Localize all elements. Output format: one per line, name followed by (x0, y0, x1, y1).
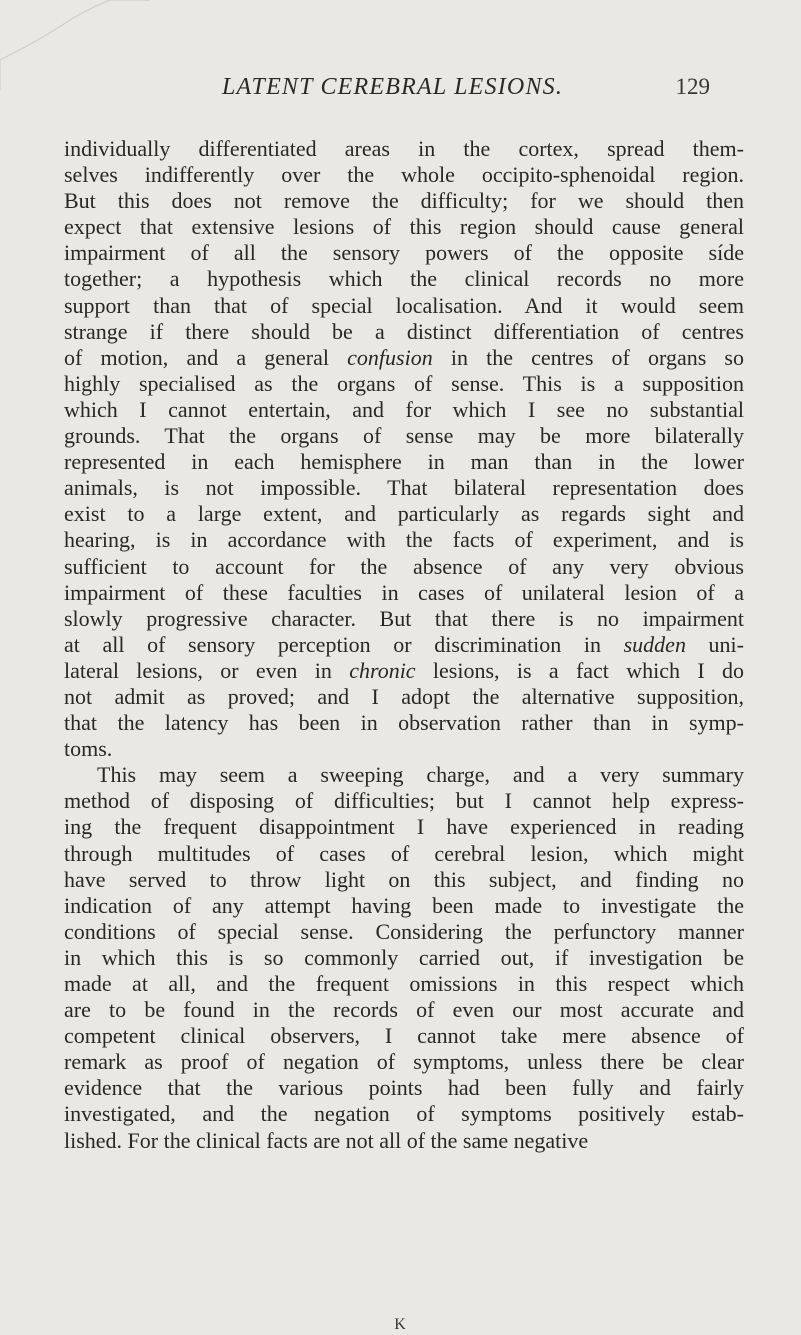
text-segment: through multitudes of cases of cerebral lesion, which might (64, 840, 744, 866)
text-segment: selves indifferently over the whole occipito-sphenoidal region. (64, 162, 744, 188)
running-title: LATENT CEREBRAL LESIONS. (222, 74, 564, 100)
text-line (64, 710, 744, 736)
text-line (64, 501, 744, 527)
signature-mark: K (394, 1316, 407, 1333)
text-line (64, 1049, 744, 1075)
text-line (64, 945, 744, 971)
text-segment: sufficient to account for the absence of any very obvious (64, 553, 744, 579)
text-line (64, 527, 744, 553)
text-line (64, 606, 744, 632)
page-header (0, 74, 801, 114)
text-segment: lesions, is a fact which I do (415, 657, 744, 683)
text-segment: have served to throw light on this subject, and finding no (64, 866, 744, 892)
text-line (64, 762, 744, 788)
text-segment: investigated, and the negation of symptoms positively estab- (64, 1101, 744, 1127)
text-line (64, 449, 744, 475)
text-segment: of motion, and a general (64, 344, 348, 370)
text-line (64, 632, 744, 658)
text-line (64, 893, 744, 919)
text-segment: in the centres of organs so (432, 344, 744, 370)
text-line (64, 684, 744, 710)
text-line (64, 919, 744, 945)
text-line (64, 554, 744, 580)
text-line (64, 475, 744, 501)
text-segment: impairment of these faculties in cases of unilateral lesion of a (64, 579, 744, 605)
text-segment: impairment of all the sensory powers of the opposite síde (64, 240, 744, 266)
text-segment: support than that of special localisation. And it would seem (64, 292, 744, 318)
text-segment: But this does not remove the difficulty; for we should then (64, 188, 744, 214)
text-segment: evidence that the various points had been fully and fairly (64, 1075, 744, 1101)
text-line (64, 162, 744, 188)
text-segment: method of disposing of difficulties; but I cannot help express- (64, 788, 744, 814)
text-line (64, 397, 744, 423)
text-line (64, 371, 744, 397)
text-line (64, 345, 744, 371)
text-segment: that the latency has been in observation rather than in symp- (64, 710, 744, 736)
text-segment: grounds. That the organs of sense may be more bilaterally (64, 423, 744, 449)
text-segment: made at all, and the frequent omissions in this respect which (64, 971, 744, 996)
text-segment: not admit as proved; and I adopt the alternative supposition, (64, 683, 744, 709)
text-segment: expect that extensive lesions of this region should cause general (64, 214, 744, 240)
italic-emphasis: chronic (349, 657, 416, 683)
text-line (64, 240, 744, 266)
text-segment: which I cannot entertain, and for which I see no substantial (64, 396, 744, 422)
text-line (64, 266, 744, 292)
text-segment: hearing, is in accordance with the facts of experiment, and is (64, 527, 744, 553)
text-segment: together; a hypothesis which the clinical records no more (64, 266, 744, 292)
text-segment: uni- (685, 631, 744, 657)
text-line (64, 814, 744, 840)
text-segment: lished. For the clinical facts are not all of the same negative (64, 1127, 589, 1153)
italic-emphasis: sudden (623, 631, 686, 657)
text-segment: ing the frequent disappointment I have experienced in reading (64, 814, 744, 840)
text-line (64, 319, 744, 345)
text-line (64, 788, 744, 814)
text-segment: indication of any attempt having been made to investigate the (64, 892, 744, 918)
text-segment: highly specialised as the organs of sense. This is a supposition (64, 370, 744, 396)
text-line (64, 736, 744, 762)
text-line (64, 867, 744, 893)
body-text (64, 136, 744, 1154)
text-line (64, 423, 744, 449)
text-segment: animals, is not impossible. That bilateral representation does (64, 475, 744, 501)
text-segment: exist to a large extent, and particularly as regards sight and (64, 501, 744, 527)
text-line (64, 214, 744, 240)
text-line (64, 1023, 744, 1049)
text-segment: in which this is so commonly carried out, if investigation be (64, 944, 744, 970)
text-segment: represented in each hemisphere in man than in the lower (64, 449, 744, 475)
text-segment: remark as proof of negation of symptoms, unless there be clear (64, 1049, 744, 1075)
text-line (64, 1101, 744, 1127)
text-line (64, 580, 744, 606)
text-line (64, 658, 744, 684)
text-segment: competent clinical observers, I cannot take mere absence of (64, 1023, 744, 1049)
text-line (64, 841, 744, 867)
italic-emphasis: confusion (347, 344, 433, 370)
text-line (64, 188, 744, 214)
text-segment: individually differentiated areas in the cortex, spread them- (64, 136, 744, 161)
text-line (64, 293, 744, 319)
page-number: 129 (675, 74, 710, 99)
text-line (64, 1075, 744, 1101)
text-segment: toms. (64, 736, 113, 762)
text-segment: This may seem a sweeping charge, and a very summary (97, 762, 744, 788)
text-segment: are to be found in the records of even our most accurate and (64, 997, 744, 1023)
text-segment: at all of sensory perception or discrimination in (64, 631, 624, 657)
text-line (64, 997, 744, 1023)
text-line (64, 971, 744, 997)
text-segment: slowly progressive character. But that there is no impairment (64, 605, 744, 631)
text-segment: conditions of special sense. Considering the perfunctory manner (64, 918, 744, 944)
text-segment: strange if there should be a distinct differentiation of centres (64, 318, 744, 344)
text-segment: lateral lesions, or even in (64, 657, 350, 683)
text-line (64, 1128, 744, 1154)
text-line (64, 136, 744, 162)
